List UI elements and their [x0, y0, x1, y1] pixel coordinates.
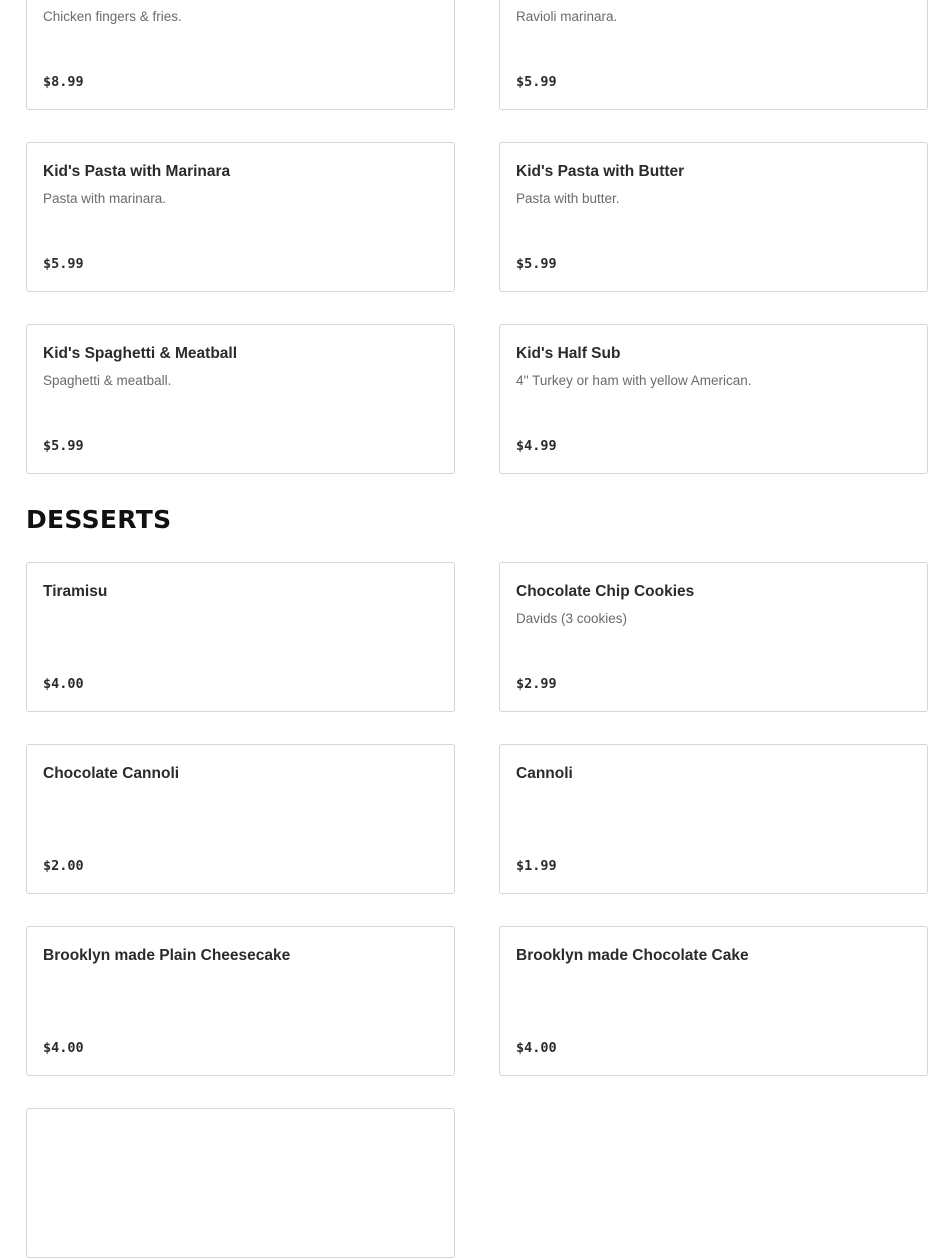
- menu-item-price: $4.00: [43, 1040, 84, 1056]
- menu-item-name: Brooklyn made Plain Cheesecake: [43, 947, 291, 964]
- menu-item-name: Brooklyn made Chocolate Cake: [516, 947, 749, 964]
- menu-item-price: $8.99: [43, 74, 84, 90]
- menu-item-card[interactable]: [499, 926, 928, 1076]
- menu-item-name: Kid's Half Sub: [516, 345, 621, 362]
- menu-item-description: Davids (3 cookies): [516, 611, 628, 626]
- menu-item-description: Chicken fingers & fries.: [43, 9, 182, 24]
- menu-item-description: 4'' Turkey or ham with yellow American.: [516, 373, 752, 388]
- menu-item-card[interactable]: [499, 324, 928, 474]
- menu-item-name: Cannoli: [516, 765, 573, 782]
- menu-item-description: Spaghetti & meatball.: [43, 373, 172, 388]
- menu-item-name: Chocolate Cannoli: [43, 765, 180, 782]
- menu-item-description: Pasta with butter.: [516, 191, 620, 206]
- menu-item-name: Kid's Spaghetti & Meatball: [43, 345, 238, 362]
- menu-item-card[interactable]: [499, 142, 928, 292]
- menu-item-card[interactable]: [499, 562, 928, 712]
- menu-item-price: $4.99: [516, 438, 557, 454]
- menu-item-price: $2.00: [43, 858, 84, 874]
- menu-item-price: $4.00: [43, 676, 84, 692]
- menu-item-card[interactable]: [26, 926, 455, 1076]
- section-heading-desserts: DESSERTS: [26, 505, 172, 534]
- menu-item-price: $2.99: [516, 676, 557, 692]
- menu-item-card[interactable]: [26, 142, 455, 292]
- menu-item-name: Tiramisu: [43, 583, 108, 600]
- menu-item-description: Ravioli marinara.: [516, 9, 618, 24]
- menu-item-card[interactable]: [26, 562, 455, 712]
- menu-item-card[interactable]: [499, 744, 928, 894]
- menu-item-description: Pasta with marinara.: [43, 191, 167, 206]
- menu-item-price: $5.99: [43, 256, 84, 272]
- menu-item-name: Kid's Pasta with Marinara: [43, 163, 231, 180]
- menu-item-card[interactable]: [26, 324, 455, 474]
- menu-item-name: Kid's Pasta with Butter: [516, 163, 685, 180]
- menu-item-price: $5.99: [43, 438, 84, 454]
- menu-item-price: $5.99: [516, 74, 557, 90]
- menu-item-price: $4.00: [516, 1040, 557, 1056]
- menu-item-name: Chocolate Chip Cookies: [516, 583, 695, 600]
- menu-item-card[interactable]: [26, 744, 455, 894]
- menu-item-card[interactable]: [26, 1108, 455, 1258]
- menu-item-card[interactable]: [26, 0, 455, 110]
- menu-item-price: $5.99: [516, 256, 557, 272]
- menu-item-card[interactable]: [499, 0, 928, 110]
- menu-item-price: $1.99: [516, 858, 557, 874]
